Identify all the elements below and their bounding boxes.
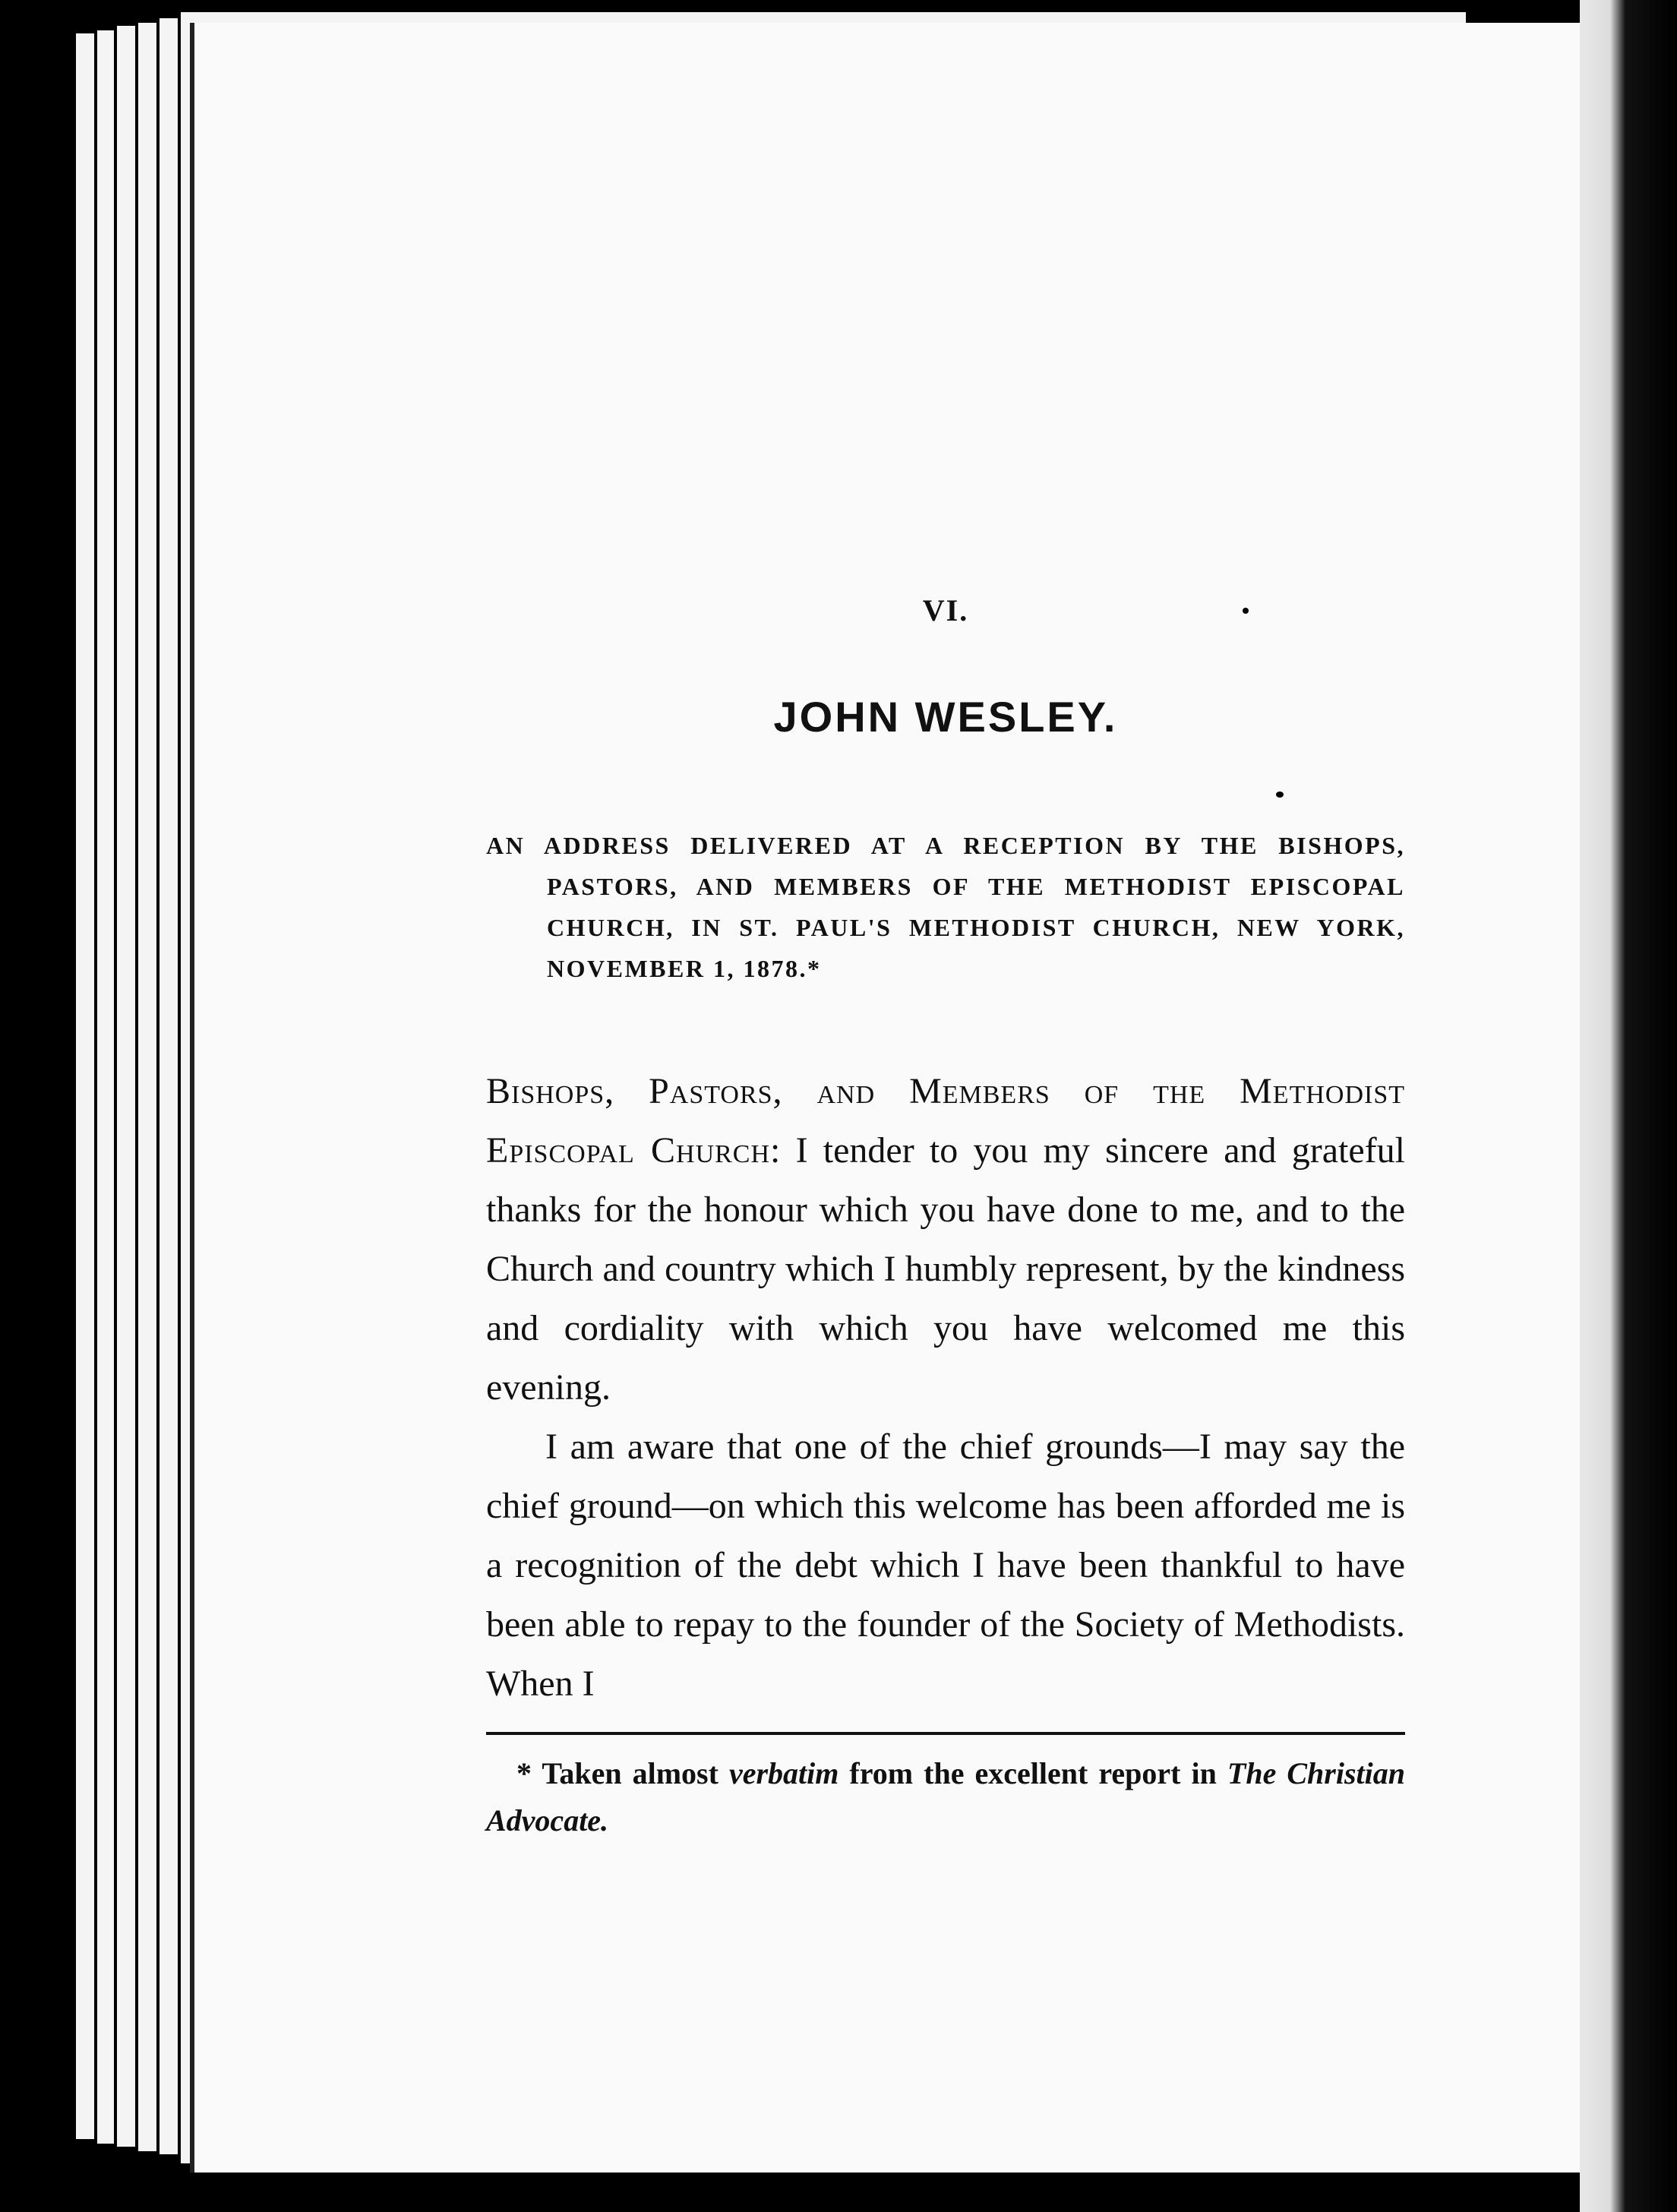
body-paragraph-2: I am aware that one of the chief grounds—I may say the chief ground—on which this welcome has been afforded me is a recognition of the debt which I have been thankful to have been able to repay to the founder of the Society of Methodists. When I [486, 1427, 1405, 1704]
salutation: Bishops, Pastors, and Members of the Methodist Episcopal Church [486, 1071, 1405, 1171]
footnote-rule [486, 1732, 1405, 1735]
footnote-middle: from the excellent report in [838, 1756, 1227, 1790]
footnote [486, 1750, 1405, 1844]
footnote-prefix: * Taken almost [516, 1756, 729, 1790]
paragraph-1-text: : I tender to you my sincere and grateful thanks for the honour which you have done to me, and to the Church and country which I humbly represent, by the kindness and cordiality with which you have welcomed me this evening. [486, 1130, 1405, 1408]
body-paragraph-1 [486, 1062, 1405, 1417]
chapter-subtitle: AN ADDRESS DELIVERED AT A RECEPTION BY THE BISHOPS, PASTORS, AND MEMBERS OF THE METHODIST EPISCOPAL CHURCH, IN ST. PAUL'S METHODIST CHURCH, NEW YORK, NOVEMBER 1, 1878.* [486, 832, 1405, 982]
page-content [486, 592, 1405, 1844]
chapter-title: JOHN WESLEY. [773, 693, 1118, 741]
chapter-number: VI. [922, 593, 969, 627]
footnote-italic-verbatim: verbatim [728, 1756, 839, 1790]
footnote-italic-source: The Christian Advocate. [486, 1756, 1406, 1838]
facing-page-edge [1580, 0, 1677, 2212]
